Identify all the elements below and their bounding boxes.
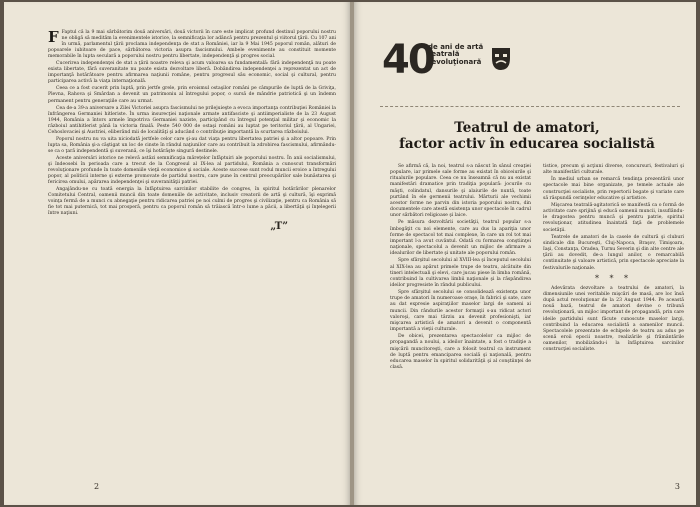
- drop-cap: F: [48, 28, 59, 46]
- column-left: [390, 164, 531, 372]
- anniversary-number: 40: [382, 37, 434, 83]
- book-spread: [4, 2, 696, 505]
- paragraph: Aceste aniversări istorice ne relevă astăzi semnificaţia mărețelor înfăptuiri ale poporului nostru. În anii socialismului, şi îndeosebi în perioada care a trecut de la Congresul al IX-lea al partidului, România a cunoscut transformări revoluţionare profunde în toate domeniile vieţii economice şi sociale. Aceste succese sunt rodul muncii eroice a întregului popor, al politicii interne şi externe promovate de partidul nostru, care pune în centrul preocupărilor sale bunăstarea şi fericirea omului, apărarea independenţei şi suveranităţii patriei.: [48, 155, 336, 186]
- paragraph: Teatrele de amatori de la casele de cultură şi cluburi sindicale din Bucureşti, Cluj-Napoca, Braşov, Timişoara, Iaşi, Constanţa, Oradea, Turnu Severin şi din alte centre ale ţării au dovedit, de-a lungul anilor, o remarcabilă continuitate şi valoare artistică, prin spectacole apreciate la festivalurile naţionale.: [543, 234, 684, 271]
- title-line: factor activ în educarea socialistă: [399, 136, 655, 152]
- column-text: [543, 164, 684, 354]
- column-right: [543, 164, 684, 372]
- paragraph: Mişcarea teatrală-agitatorică se manifestă ca o formă de activitate care sprijină şi educă oamenii muncii, insuflându-le dragostea pentru muncă şi pentru patrie, spiritul revoluţionar, atitudinea înaintată faţă de problemele societăţii.: [543, 202, 684, 233]
- article-title: [366, 120, 688, 152]
- paragraph: Spre sfârşitul secolului al XVIII-lea şi începutul secolului al XIX-lea au apărut primele trupe de teatru, alcătuite din tineri intelectuali şi elevi, care jucau piese în limba română, contribuind la cultivarea limbii naţionale şi la răspândirea ideilor progresiste în rândul publicului.: [390, 258, 531, 288]
- paragraph: De obicei, prezentarea spectacolelor ca mijloc de propagandă a noului, a ideilor înaintate, a fost o tradiţie a mişcării muncitoreşti, care a folosit teatrul ca instrument de luptă pentru emanciparea socială şi naţională, pentru educarea maselor în spiritul solidarităţii şi al conştiinţei de clasă.: [390, 334, 531, 370]
- paragraph: Cucerirea independenţei de stat a ţării noastre releva şi acum valoarea sa fundamentală: fără independenţă nu poate exista libertate, fără suveranitate nu poate exista dezvoltare liberă. Dobândirea independenţei a reprezentat un act de importanţă hotărâtoare pentru afirmarea naţiunii române, pentru progresul său economic, social şi cultural, pentru participarea activă la viaţa internaţională.: [48, 61, 336, 85]
- editorial-text: [48, 30, 336, 217]
- section-separator: * * *: [594, 273, 633, 283]
- paragraph: Poporul nostru nu va uita niciodată jertfele celor care şi-au dat viaţa pentru libertatea patriei şi a altor popoare. Prin lupta sa, România şi-a câştigat un loc de cinste în rândul naţiunilor care au contribuit la zdrobirea fascismului, afirmându-se ca o ţară independentă şi suverană, ce îşi hotărăşte singură destinele.: [48, 136, 336, 154]
- paragraph: Adevărata dezvoltare a teatrului de amatori, la dimensiunile unei veritabile mişcări de masă, are loc însă după actul revoluţionar de la 23 August 1944. Pe această nouă bază, teatrul de amatori devine o tribună revoluţionară, un mijloc important de propagandă, prin care ideile partidului sunt făcute cunoscute maselor largi, contribuind la educarea socialistă a oamenilor muncii. Spectacolele prezentate de echipele de teatru au adus pe scenă eroii epocii noastre, realizările şi frământările oamenilor, mobilizându-i la înfăptuirea sarcinilor construcţiei socialiste.: [543, 285, 684, 353]
- paragraph: Ceea ce a fost cucerit prin luptă, prin jertfe grele, prin eroismul ostaşilor români pe câmpurile de luptă de la Griviţa, Plevna, Rahova şi Smârdan a devenit un patrimoniu al întregului popor, o sursă de mândrie patriotică şi un îndemn permanent pentru generaţiile care au urmat.: [48, 86, 336, 104]
- header-divider: [380, 106, 680, 107]
- tagline-line: revoluţionară: [428, 57, 482, 66]
- right-page: [354, 2, 696, 505]
- paragraph: În mediul urban se remarcă tendinţa prezentării unor spectacole mai bine organizate, pe temele actuale ale construcţiei socialiste, prin repertorii bogate şi variate care să răspundă cerinţelor educative şi artistice.: [543, 177, 684, 201]
- page-number: 3: [674, 482, 680, 491]
- left-page: [4, 2, 350, 505]
- paragraph: Spre sfârşitul secolului se consolidează existenţa unor trupe de amatori în numeroase oraşe, în fabrici şi sate, care au dat expresie aspiraţiilor maselor largi de oameni ai muncii. Din rândurile acestor formaţii s-au ridicat actori valoroşi, care mai târziu au devenit profesionişti, iar mişcarea artistică de amatori a devenit o componentă importantă a vieţii culturale.: [390, 290, 531, 333]
- paragraph: Pe măsura dezvoltării societăţii, teatrul popular s-a îmbogăţit cu noi elemente, care au dus la apariţia unor forme de spectacol tot mai complexe, în care un rol tot mai important l-a avut cuvântul. Odată cu formarea conştiinţei naţionale, spectacolul a devenit un mijloc de afirmare a idealurilor de libertate şi unitate ale poporului român.: [390, 220, 531, 257]
- section-header: [372, 37, 688, 110]
- anniversary-tagline: [428, 44, 483, 66]
- paragraph: Faptul că la 9 mai sărbătorim două aniversări, două victorii în care este implicat profund destinul poporului nostru ne obligă să medităm la evenimentele istorice, la semnificaţia lor adâncă pentru prezentul şi viitorul ţării. Cu 107 ani în urmă, parlamentul ţării proclama independenţa de stat a României, iar la 9 Mai 1945 poporul român, alături de popoarele iubitoare de pace, sărbătorea victoria asupra fascismului. Ambele evenimente au constituit momente memorabile în lupta seculară a poporului nostru pentru libertate, independenţă şi progres social.: [48, 30, 336, 60]
- column-text: [390, 164, 531, 371]
- author-signature: „T”: [270, 221, 288, 233]
- theatre-mask-icon: [490, 46, 512, 72]
- paragraph: Se afirmă că, la noi, teatrul s-a născut în sânul creaţiei populare, iar primele sale forme au existat în obiceiurile şi ritualurile populare. Ceea ce nu înseamnă că nu au existat manifestări dramatice prin tradiţia populară: jocurile cu măşti, colindatul, dansurile şi alaiurile de nuntă, toate purtând în ele germenii teatrului. Mărturii ale vechimii acestor forme ne parvin din istoria poporului nostru, din documentele care atestă existenţa unor spectacole în cadrul unor sărbători religioase şi laice.: [390, 164, 531, 219]
- paragraph: tistice, precum şi acţiuni diverse, concursuri, festivaluri şi alte manifestări culturale.: [543, 164, 684, 176]
- paragraph: Angajându-ne cu toată energia la înfăptuirea sarcinilor stabilite de congres, în spiritul hotărârilor plenarelor Comitetului Central, oamenii muncii din toate domeniile de activitate, inclusiv creatorii de artă şi cultură, îşi exprimă voinţa fermă de a munci cu abnegaţie pentru ridicarea patriei pe noi culmi de progres şi civilizaţie, pentru ca România să fie tot mai puternică, tot mai prosperă, pentru ca poporul român să trăiască într-o lume a păcii, a libertăţii şi înţelegerii între naţiuni.: [48, 187, 336, 217]
- title-line: Teatrul de amatori,: [454, 120, 600, 136]
- page-number: 2: [94, 482, 100, 491]
- tagline-line: de ani de artă: [428, 43, 484, 51]
- paragraph: Cea de-a 39-a aniversare a Zilei Victoriei asupra fascismului ne prilejuieşte a evoca importanţa contribuţiei României la înfrângerea Germaniei hitleriste. În urma insurecţiei naţionale armate antifasciste şi antiimperialiste de la 23 August 1944, România a întors armele împotriva Germaniei naziste, participând cu întregul potenţial militar şi economic la războiul antihitlerist până la victoria finală. Peste 540 000 de ostaşi români au luptat pe teritoriul ţării, al Ungariei, Cehoslovaciei şi Austriei, eliberând mii de localităţi şi aducând o contribuţie importantă la scurtarea războiului.: [48, 105, 336, 135]
- article-columns: [366, 164, 688, 372]
- tagline-line: teatrală: [428, 50, 460, 59]
